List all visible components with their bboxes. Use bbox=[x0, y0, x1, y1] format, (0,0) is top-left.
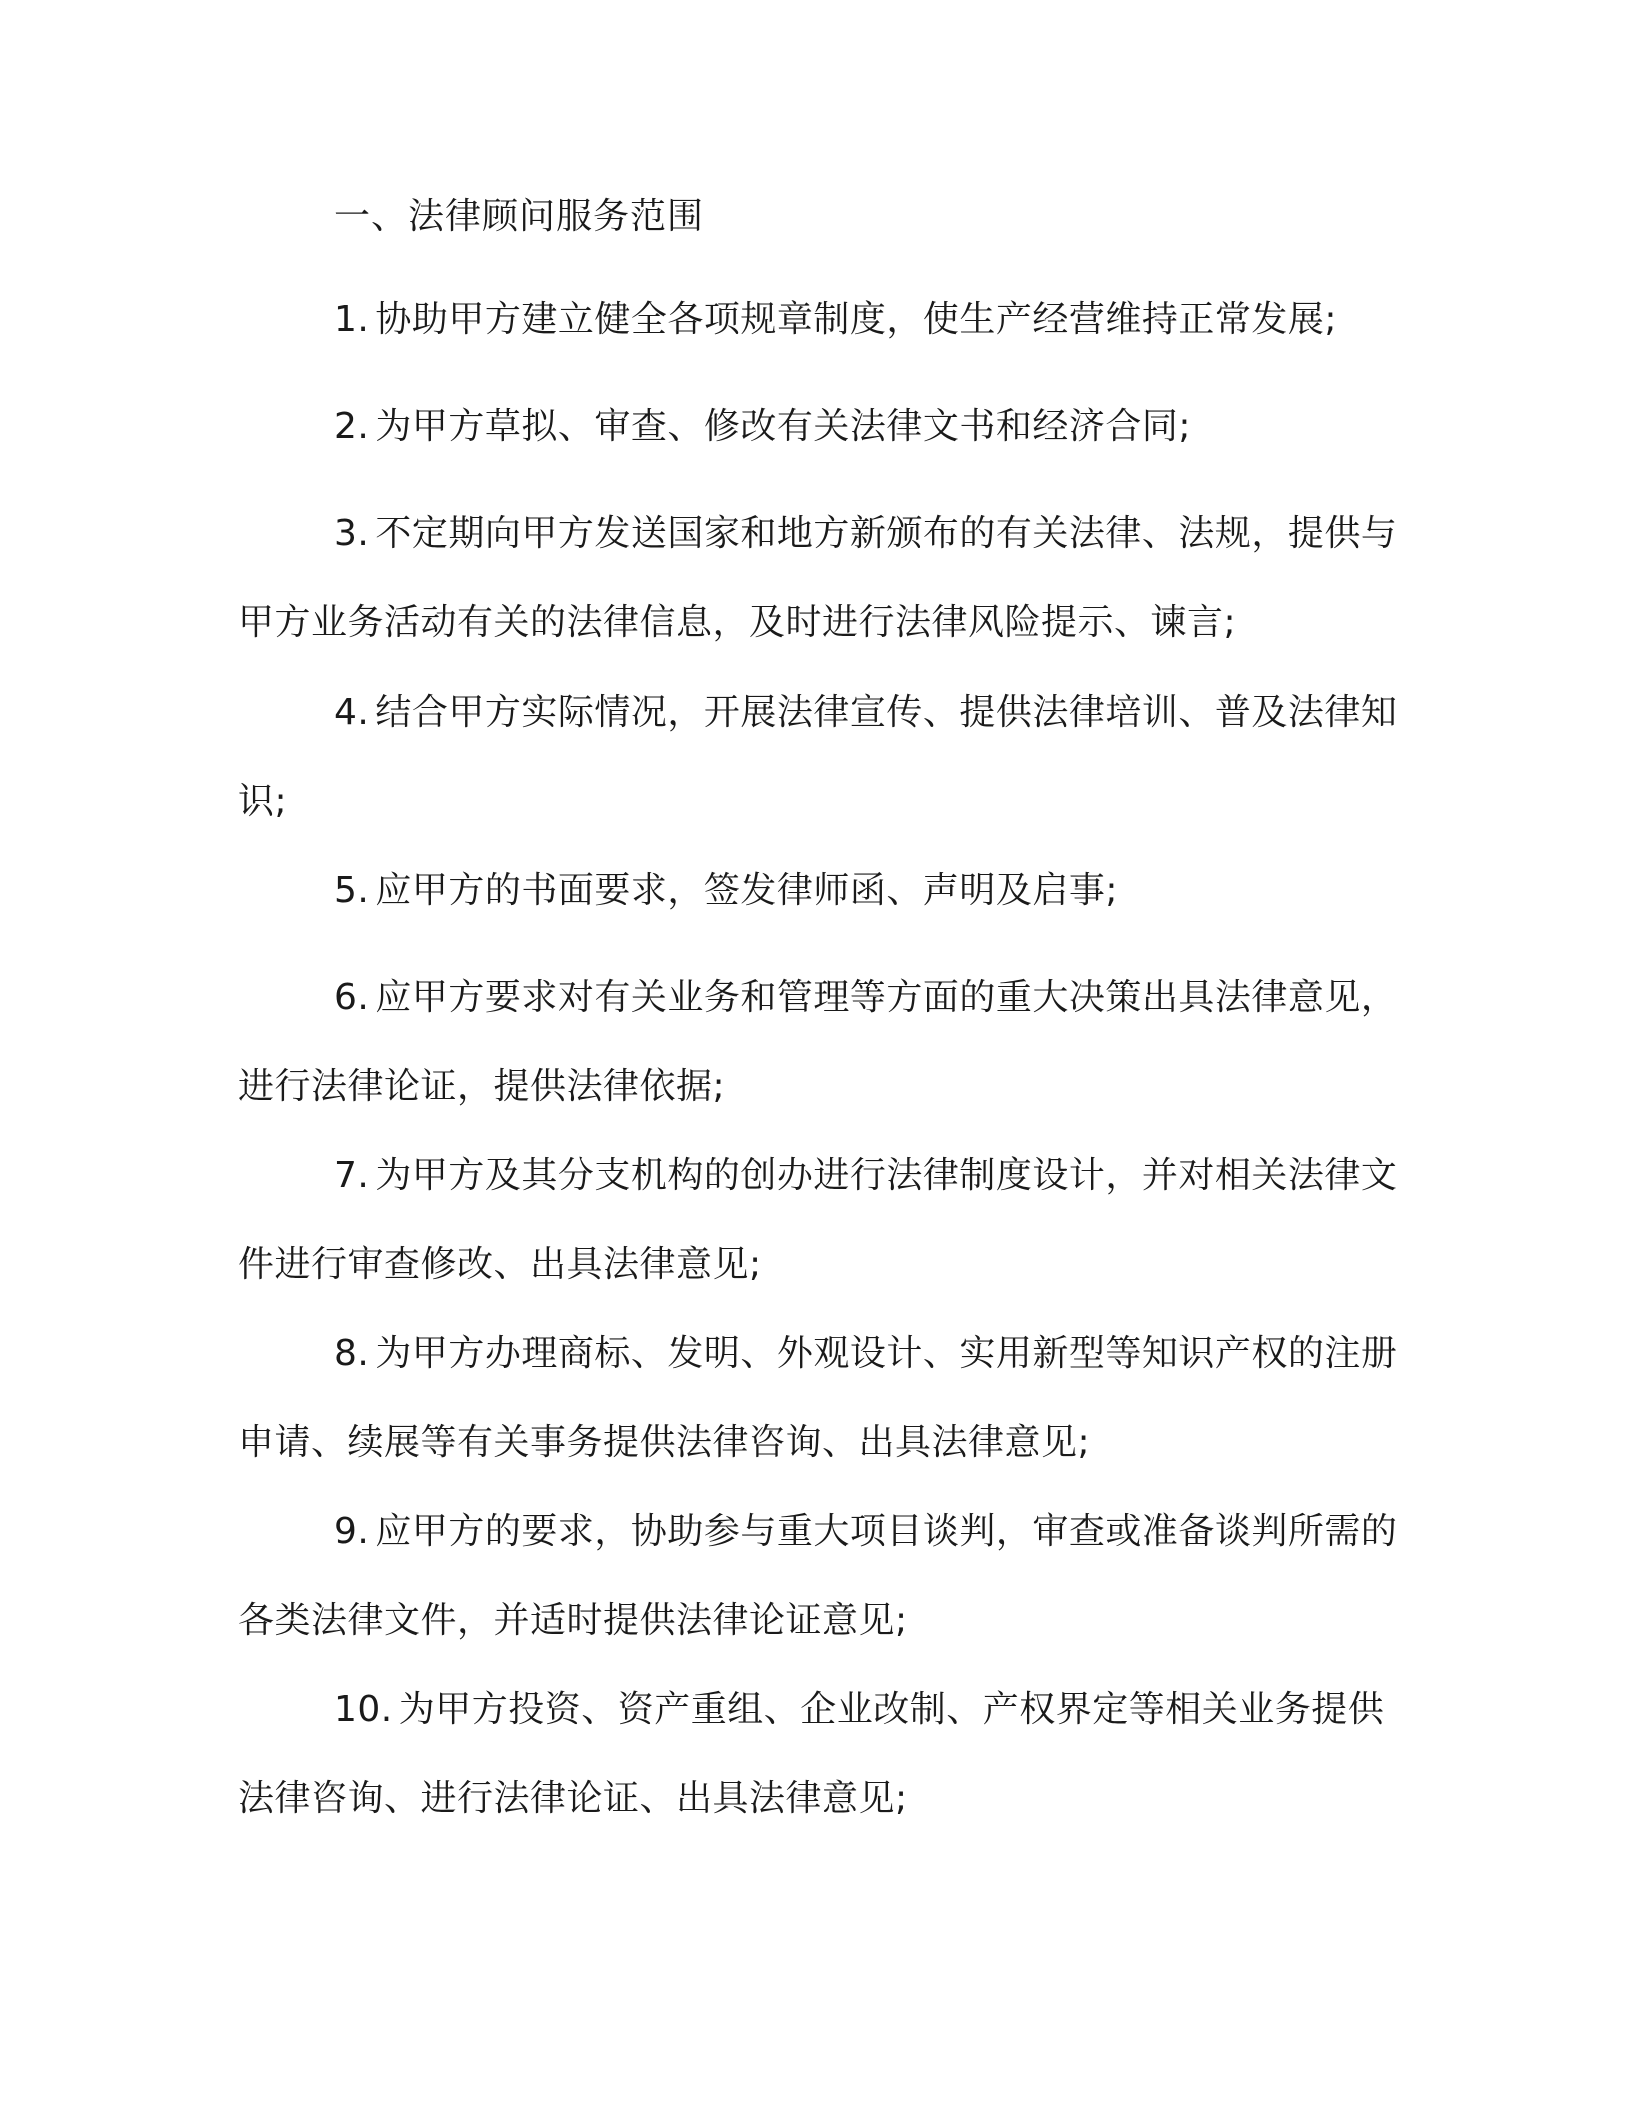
item-text: 应甲方的要求，协助参与重大项目谈判，审查或准备谈判所需的各类法律文件，并适时提供法律论证意见; bbox=[238, 1511, 1398, 1641]
list-item-1 bbox=[238, 275, 1398, 364]
list-item-3 bbox=[238, 489, 1398, 667]
item-number: 2. bbox=[334, 406, 370, 447]
list-item-4 bbox=[238, 668, 1398, 846]
item-number: 7. bbox=[334, 1155, 370, 1196]
item-number: 9. bbox=[334, 1511, 370, 1552]
item-text: 结合甲方实际情况，开展法律宣传、提供法律培训、普及法律知识; bbox=[238, 692, 1398, 822]
section-heading: 一、法律顾问服务范围 bbox=[334, 196, 705, 237]
item-text: 为甲方投资、资产重组、企业改制、产权界定等相关业务提供法律咨询、进行法律论证、出具法律意见; bbox=[238, 1689, 1385, 1819]
item-text: 应甲方要求对有关业务和管理等方面的重大决策出具法律意见，进行法律论证，提供法律依据; bbox=[238, 977, 1398, 1107]
item-text: 协助甲方建立健全各项规章制度，使生产经营维持正常发展; bbox=[375, 299, 1337, 340]
item-number: 4. bbox=[334, 692, 370, 733]
item-number: 1. bbox=[334, 299, 370, 340]
list-item-8 bbox=[238, 1309, 1398, 1487]
item-number: 5. bbox=[334, 870, 370, 911]
list-item-2 bbox=[238, 382, 1398, 471]
item-number: 3. bbox=[334, 513, 370, 554]
list-item-6 bbox=[238, 953, 1398, 1131]
item-text: 为甲方草拟、审查、修改有关法律文书和经济合同; bbox=[375, 406, 1191, 447]
list-item-7 bbox=[238, 1131, 1398, 1309]
item-text: 不定期向甲方发送国家和地方新颁布的有关法律、法规，提供与甲方业务活动有关的法律信息，及时进行法律风险提示、谏言; bbox=[238, 513, 1398, 643]
item-text: 为甲方及其分支机构的创办进行法律制度设计，并对相关法律文件进行审查修改、出具法律意见; bbox=[238, 1155, 1398, 1285]
list-item-10 bbox=[238, 1665, 1398, 1843]
item-text: 为甲方办理商标、发明、外观设计、实用新型等知识产权的注册申请、续展等有关事务提供法律咨询、出具法律意见; bbox=[238, 1333, 1398, 1463]
item-number: 8. bbox=[334, 1333, 370, 1374]
item-text: 应甲方的书面要求，签发律师函、声明及启事; bbox=[375, 870, 1118, 911]
item-number: 10. bbox=[334, 1689, 393, 1730]
list-item-5 bbox=[238, 846, 1398, 935]
list-item-9 bbox=[238, 1487, 1398, 1665]
item-number: 6. bbox=[334, 977, 370, 1018]
